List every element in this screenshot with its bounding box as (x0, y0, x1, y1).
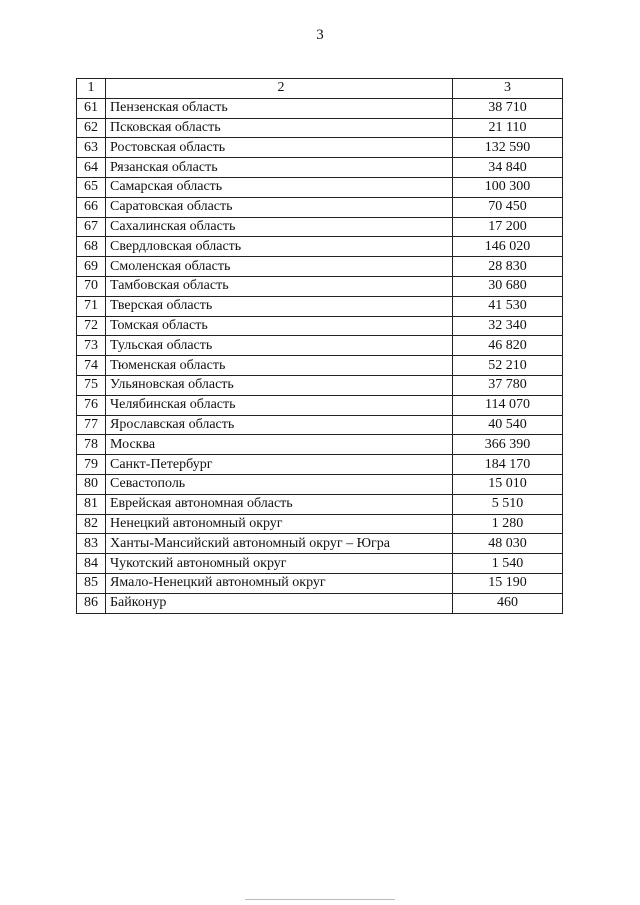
row-number-cell: 63 (77, 138, 106, 158)
table-row (77, 197, 563, 217)
table-row (77, 435, 563, 455)
value-cell: 52 210 (453, 356, 563, 376)
table-row (77, 514, 563, 534)
row-number-cell: 74 (77, 356, 106, 376)
row-number-cell: 68 (77, 237, 106, 257)
table-row (77, 534, 563, 554)
table-row (77, 276, 563, 296)
value-cell: 15 010 (453, 474, 563, 494)
header-col-3: 3 (453, 79, 563, 99)
value-cell: 5 510 (453, 494, 563, 514)
header-col-2: 2 (106, 79, 453, 99)
table-row (77, 237, 563, 257)
row-number-cell: 66 (77, 197, 106, 217)
region-name-cell: Тюменская область (106, 356, 453, 376)
table-row (77, 118, 563, 138)
table-row (77, 494, 563, 514)
region-name-cell: Псковская область (106, 118, 453, 138)
value-cell: 114 070 (453, 395, 563, 415)
row-number-cell: 85 (77, 573, 106, 593)
region-name-cell: Москва (106, 435, 453, 455)
value-cell: 184 170 (453, 455, 563, 475)
row-number-cell: 71 (77, 296, 106, 316)
row-number-cell: 61 (77, 98, 106, 118)
value-cell: 46 820 (453, 336, 563, 356)
region-name-cell: Томская область (106, 316, 453, 336)
value-cell: 32 340 (453, 316, 563, 336)
value-cell: 48 030 (453, 534, 563, 554)
table-row (77, 217, 563, 237)
table-row (77, 296, 563, 316)
region-name-cell: Ульяновская область (106, 375, 453, 395)
table-row (77, 316, 563, 336)
value-cell: 21 110 (453, 118, 563, 138)
row-number-cell: 73 (77, 336, 106, 356)
region-name-cell: Ростовская область (106, 138, 453, 158)
row-number-cell: 65 (77, 177, 106, 197)
row-number-cell: 83 (77, 534, 106, 554)
region-name-cell: Севастополь (106, 474, 453, 494)
row-number-cell: 86 (77, 593, 106, 613)
region-name-cell: Ненецкий автономный округ (106, 514, 453, 534)
region-name-cell: Байконур (106, 593, 453, 613)
table-row (77, 257, 563, 277)
region-name-cell: Пензенская область (106, 98, 453, 118)
region-name-cell: Самарская область (106, 177, 453, 197)
row-number-cell: 81 (77, 494, 106, 514)
table-row (77, 573, 563, 593)
value-cell: 146 020 (453, 237, 563, 257)
value-cell: 100 300 (453, 177, 563, 197)
value-cell: 41 530 (453, 296, 563, 316)
row-number-cell: 62 (77, 118, 106, 138)
value-cell: 15 190 (453, 573, 563, 593)
region-name-cell: Тамбовская область (106, 276, 453, 296)
region-name-cell: Смоленская область (106, 257, 453, 277)
value-cell: 132 590 (453, 138, 563, 158)
row-number-cell: 67 (77, 217, 106, 237)
row-number-cell: 76 (77, 395, 106, 415)
row-number-cell: 78 (77, 435, 106, 455)
header-col-1: 1 (77, 79, 106, 99)
table-row (77, 474, 563, 494)
value-cell: 460 (453, 593, 563, 613)
value-cell: 40 540 (453, 415, 563, 435)
row-number-cell: 82 (77, 514, 106, 534)
value-cell: 37 780 (453, 375, 563, 395)
region-name-cell: Санкт-Петербург (106, 455, 453, 475)
row-number-cell: 80 (77, 474, 106, 494)
value-cell: 70 450 (453, 197, 563, 217)
table-row (77, 455, 563, 475)
value-cell: 30 680 (453, 276, 563, 296)
table-row (77, 356, 563, 376)
region-name-cell: Ханты-Мансийский автономный округ – Югра (106, 534, 453, 554)
table-row (77, 138, 563, 158)
region-name-cell: Тверская область (106, 296, 453, 316)
region-name-cell: Ямало-Ненецкий автономный округ (106, 573, 453, 593)
table-row (77, 98, 563, 118)
table-row (77, 593, 563, 613)
value-cell: 366 390 (453, 435, 563, 455)
region-name-cell: Саратовская область (106, 197, 453, 217)
table-row (77, 554, 563, 574)
region-name-cell: Тульская область (106, 336, 453, 356)
value-cell: 38 710 (453, 98, 563, 118)
data-table (76, 78, 563, 614)
value-cell: 1 540 (453, 554, 563, 574)
table-row (77, 375, 563, 395)
row-number-cell: 72 (77, 316, 106, 336)
table-body (77, 98, 563, 613)
value-cell: 1 280 (453, 514, 563, 534)
table-row (77, 177, 563, 197)
table-row (77, 158, 563, 178)
region-name-cell: Свердловская область (106, 237, 453, 257)
region-name-cell: Челябинская область (106, 395, 453, 415)
region-name-cell: Ярославская область (106, 415, 453, 435)
region-name-cell: Еврейская автономная область (106, 494, 453, 514)
table-row (77, 415, 563, 435)
region-name-cell: Рязанская область (106, 158, 453, 178)
region-name-cell: Чукотский автономный округ (106, 554, 453, 574)
page-number: 3 (316, 27, 324, 43)
table-row (77, 336, 563, 356)
row-number-cell: 64 (77, 158, 106, 178)
row-number-cell: 70 (77, 276, 106, 296)
table-row (77, 395, 563, 415)
bottom-rule (245, 899, 395, 900)
value-cell: 28 830 (453, 257, 563, 277)
value-cell: 17 200 (453, 217, 563, 237)
region-name-cell: Сахалинская область (106, 217, 453, 237)
row-number-cell: 75 (77, 375, 106, 395)
row-number-cell: 77 (77, 415, 106, 435)
value-cell: 34 840 (453, 158, 563, 178)
table-header-row (77, 79, 563, 99)
row-number-cell: 84 (77, 554, 106, 574)
row-number-cell: 69 (77, 257, 106, 277)
row-number-cell: 79 (77, 455, 106, 475)
